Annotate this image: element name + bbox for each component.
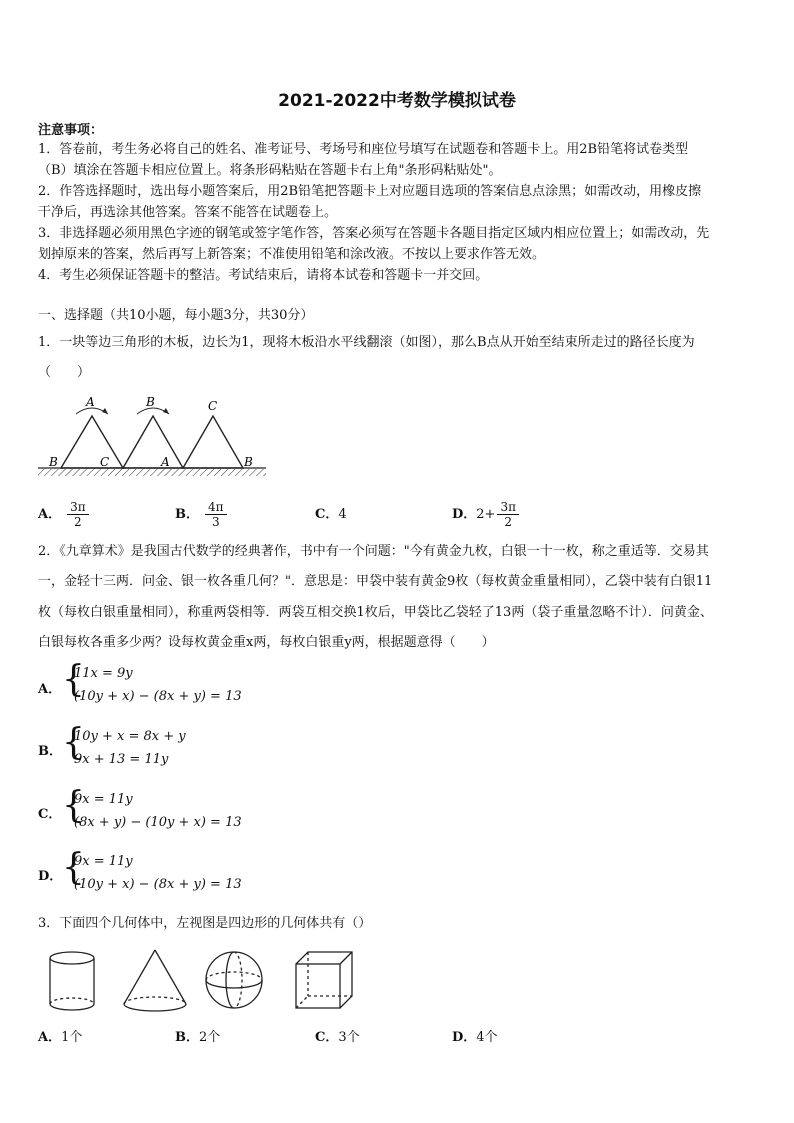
denominator: 2 (74, 515, 82, 529)
brace: { (62, 785, 85, 826)
page-title: 2021-2022中考数学模拟试卷 (278, 91, 516, 111)
notice-line: 3．非选择题必须用黑色字迹的钢笔或签字笔作答，答案必须写在答题卡各题目指定区域内相应位置上；如需改动，先 (38, 226, 710, 241)
brace: { (62, 847, 85, 888)
q2-option-a[interactable] (38, 680, 61, 700)
question-2-line: 一，金轻十三两．问金、银一枚各重几何？"．意思是：甲袋中装有黄金9枚（每枚黄金重量相同），乙袋中装有白银11 (38, 574, 713, 589)
q2-option-d[interactable] (38, 867, 62, 887)
fraction (205, 500, 227, 529)
equation-2: (8x + y) − (10y + x) = 13 (74, 815, 242, 830)
option-value: 2个 (199, 1030, 221, 1045)
equation-1: 11x = 9y (74, 666, 133, 681)
option-label: A． (38, 682, 62, 697)
option-label: B． (175, 1030, 199, 1045)
equation-2: 9x + 13 = 11y (74, 752, 169, 767)
cone-icon (124, 950, 186, 1011)
option-value: 3个 (338, 1030, 360, 1045)
cylinder-icon (50, 952, 94, 1010)
notice-line: 1．答卷前，考生务必将自己的姓名、准考证号、考场号和座位号填写在试题卷和答题卡上。用2B铅笔将试卷类型 (38, 142, 689, 157)
option-label: A． (38, 1030, 62, 1045)
q2-option-b[interactable] (38, 742, 62, 762)
equation-system-d (62, 847, 302, 896)
figure-label: C (208, 399, 218, 413)
equation-system-a (62, 659, 302, 708)
option-prefix: 2+ (476, 507, 496, 522)
option-label: C． (38, 807, 62, 822)
q1-option-d[interactable] (452, 500, 519, 529)
q1-option-a[interactable] (38, 500, 89, 529)
geometric-solids-figure (40, 948, 360, 1018)
equation-system-b (62, 722, 302, 771)
option-label: D． (38, 869, 63, 884)
figure-label: B (49, 455, 58, 469)
option-value: 4个 (476, 1030, 498, 1045)
option-value: 4 (338, 507, 347, 522)
option-label: D． (452, 507, 477, 522)
equation-1: 9x = 11y (74, 792, 133, 807)
figure-label: A (161, 455, 170, 469)
rolling-triangle-figure (36, 392, 268, 484)
question-1-paren: （ ） (38, 365, 91, 380)
question-3-text: 3．下面四个几何体中，左视图是四边形的几何体共有（） (38, 916, 372, 931)
figure-label: A (86, 395, 95, 409)
figure-label: B (146, 395, 155, 409)
q3-option-b[interactable] (175, 1028, 220, 1048)
question-1-text: 1．一块等边三角形的木板，边长为1，现将木板沿水平线翻滚（如图），那么B点从开始至结束所走过的路径长度为 (38, 335, 695, 350)
q3-option-c[interactable] (315, 1028, 360, 1048)
notice-line: 2．作答选择题时，选出每小题答案后，用2B铅笔把答题卡上对应题目选项的答案信息点涂黑；如需改动，用橡皮擦 (38, 184, 702, 199)
option-label: A． (38, 507, 62, 522)
brace: { (62, 722, 85, 763)
option-label: B． (38, 744, 62, 759)
notice-line: （B）填涂在答题卡相应位置上。将条形码粘贴在答题卡右上角"条形码粘贴处"。 (38, 163, 502, 178)
numerator: 3π (67, 500, 89, 515)
cube-icon (296, 952, 352, 1008)
equation-1: 9x = 11y (74, 854, 133, 869)
notice-line: 干净后，再选涂其他答案。答案不能答在试题卷上。 (38, 205, 338, 220)
question-2-line: 枚（每枚白银重量相同），称重两袋相等．两袋互相交换1枚后，甲袋比乙袋轻了13两（袋子重量忽略不计）．问黄金、 (38, 605, 713, 620)
equation-2: (10y + x) − (8x + y) = 13 (74, 689, 242, 704)
option-label: B． (175, 507, 199, 522)
question-2-line: 白银每枚各重多少两？设每枚黄金重x两，每枚白银重y两，根据题意得（ ） (38, 635, 495, 650)
notice-heading: 注意事项： (38, 123, 104, 138)
option-label: D． (452, 1030, 477, 1045)
denominator: 2 (504, 515, 513, 529)
notice-line: 4．考生必须保证答题卡的整洁。考试结束后，请将本试卷和答题卡一并交回。 (38, 268, 489, 283)
equation-2: (10y + x) − (8x + y) = 13 (74, 877, 242, 892)
q1-option-b[interactable] (175, 500, 227, 529)
figure-label: C (100, 455, 110, 469)
numerator: 4π (205, 500, 227, 515)
equation-system-c (62, 785, 302, 834)
q1-option-c[interactable] (315, 505, 347, 525)
option-value: 1个 (61, 1030, 83, 1045)
fraction (497, 500, 519, 529)
figure-label: B (244, 455, 253, 469)
q3-option-a[interactable] (38, 1028, 82, 1048)
notice-line: 划掉原来的答案，然后再写上新答案；不准使用铅笔和涂改液。不按以上要求作答无效。 (38, 247, 546, 262)
numerator: 3π (497, 500, 519, 515)
denominator: 3 (211, 515, 220, 529)
q3-option-d[interactable] (452, 1028, 498, 1048)
option-label: C． (315, 1030, 339, 1045)
q2-option-c[interactable] (38, 805, 61, 825)
section-heading: 一、选择题（共10小题，每小题3分，共30分） (38, 308, 314, 323)
question-2-line: 2．《九章算术》是我国古代数学的经典著作，书中有一个问题："今有黄金九枚，白银一十一枚，称之重适等．交易其 (38, 544, 709, 559)
fraction (67, 500, 89, 529)
option-label: C． (315, 507, 339, 522)
brace: { (62, 659, 85, 700)
sphere-icon (206, 952, 262, 1008)
equation-1: 10y + x = 8x + y (74, 729, 186, 744)
